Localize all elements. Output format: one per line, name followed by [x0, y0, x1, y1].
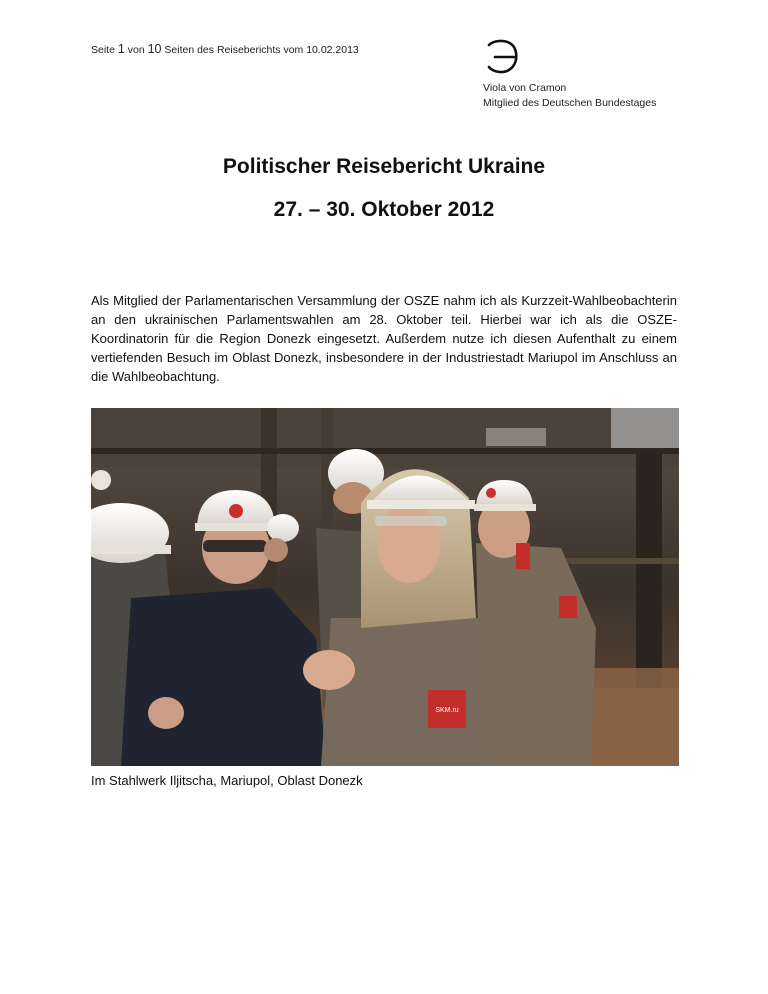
- author-role: Mitglied des Deutschen Bundestages: [483, 97, 657, 109]
- badge-text: SKM.ru: [435, 707, 459, 714]
- photo-illustration: [91, 408, 679, 766]
- document-dates: 27. – 30. Oktober 2012: [273, 198, 495, 221]
- header-mid: von: [124, 44, 148, 56]
- header-prefix: Seite: [91, 44, 118, 56]
- logo-icon: [483, 37, 523, 77]
- document-title: Politischer Reisebericht Ukraine: [222, 155, 546, 178]
- page-header: [91, 42, 359, 56]
- intro-paragraph: Als Mitglied der Parlamentarischen Versammlung der OSZE nahm ich als Kurzzeit-Wahlbeobachterin an den ukrainischen Parlamentswahlen am 28. Oktober teil. Hierbei war ich als die OSZE-Koordinatorin für die Region Donezk eingesetzt. Außerdem nutze ich diesen Aufenthalt zu einem vertiefenden Besuch im Oblast Donezk, insbesondere in der Industriestadt Mariupol im Anschluss an die Wahlbeobachtung.: [91, 293, 677, 384]
- steelworks-photo: [91, 408, 679, 766]
- header-suffix: Seiten des Reiseberichts vom 10.02.2013: [161, 44, 359, 56]
- header-page-number: 1: [117, 42, 125, 56]
- photo-caption: Im Stahlwerk Iljitscha, Mariupol, Oblast Donezk: [91, 773, 363, 788]
- author-block: [483, 81, 656, 111]
- author-name: Viola von Cramon: [483, 82, 567, 94]
- header-page-total: 10: [147, 42, 162, 56]
